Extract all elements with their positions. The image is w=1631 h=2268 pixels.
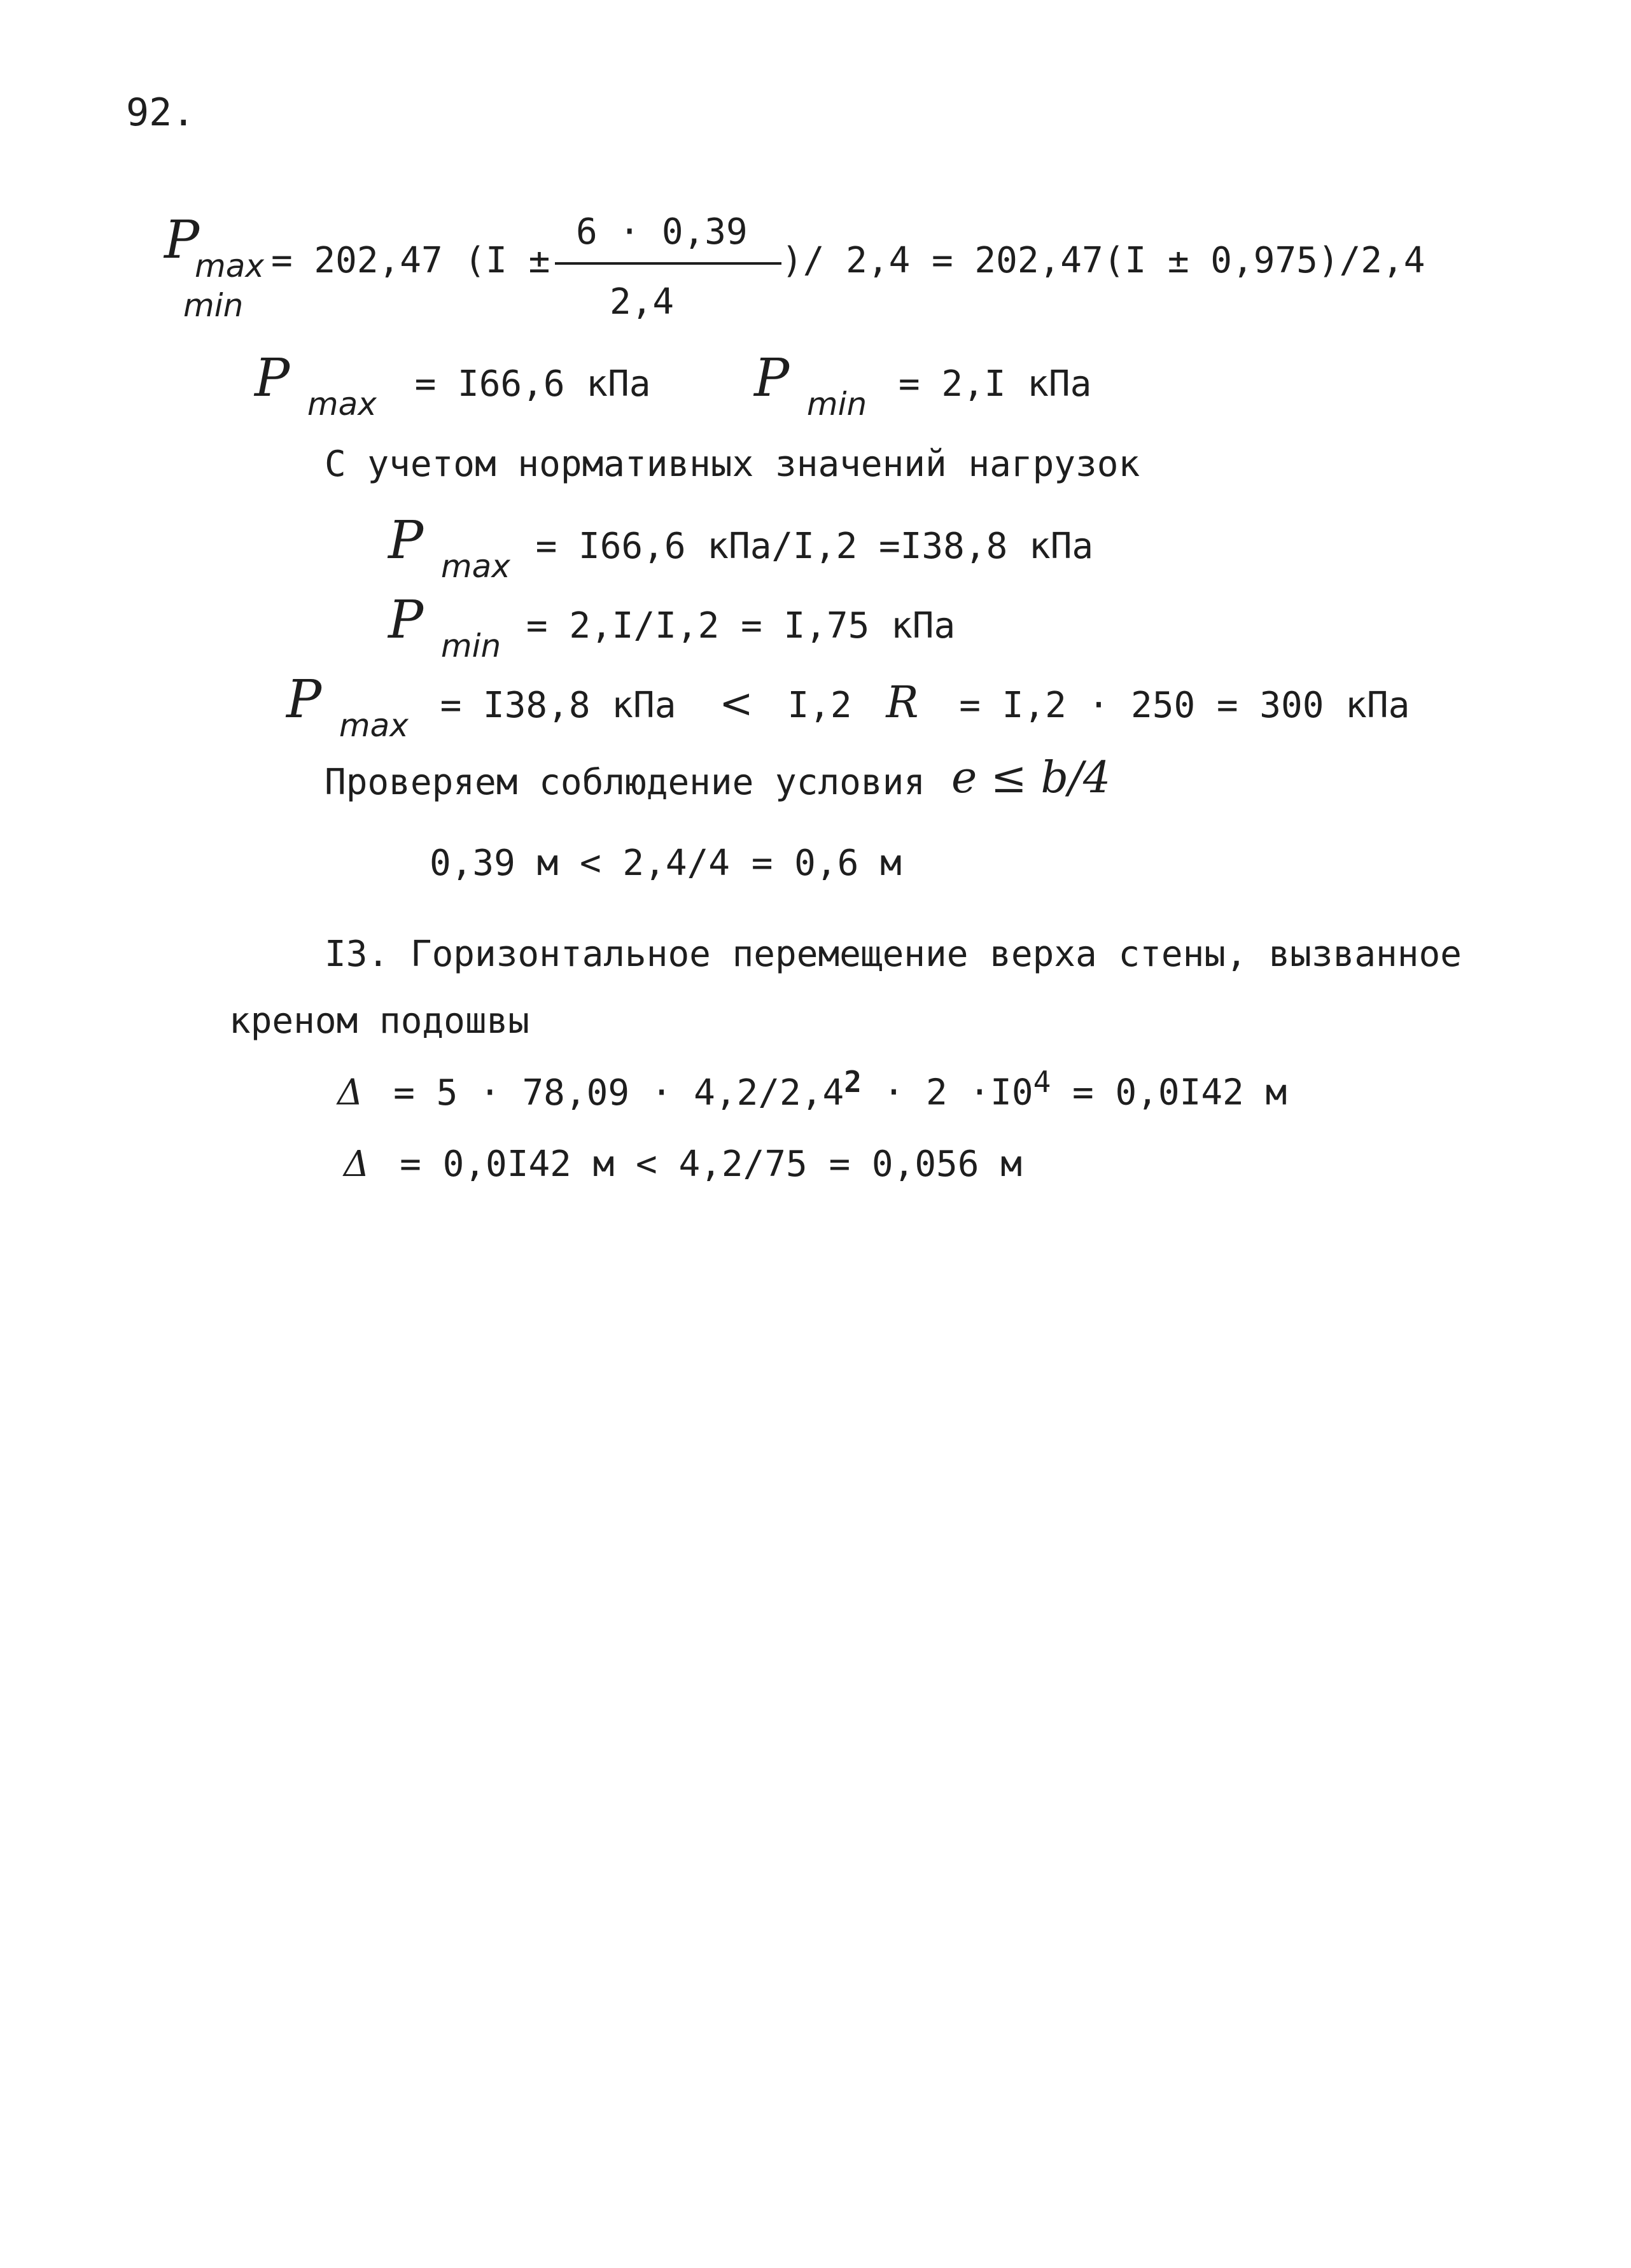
fraction-denominator: 2,4 [610, 281, 675, 323]
delta-main: = 5 · 78,09 · 4,2/2,4 [393, 1072, 844, 1114]
section-13-heading: I3. Горизонтальное перемещение верха стены, вызванное [325, 934, 1462, 975]
exp-4: 4 [1033, 1065, 1051, 1099]
section-13-continuation: креном подошвы [229, 1000, 530, 1042]
sub-max: max [440, 548, 510, 585]
sub-min: min [806, 386, 867, 423]
formula-right: )/ 2,4 = 202,47(I ± 0,975)/2,4 [781, 240, 1425, 281]
sub-min: min [183, 287, 244, 324]
pmin-value: = 2,I кПа [898, 363, 1092, 405]
delta-2-value: = 0,0I42 м < 4,2/75 = 0,056 м [400, 1144, 1022, 1185]
check-values: 0,39 м < 2,4/4 = 0,6 м [430, 843, 902, 884]
sub-max: max [307, 386, 377, 423]
pmin-result [754, 348, 1092, 423]
pmin-normative [388, 590, 956, 664]
delta-formula-2 [344, 1142, 1022, 1187]
fraction-bar [555, 262, 781, 265]
pmax-value: = I66,6 кПа [414, 363, 651, 405]
pmax-check [286, 669, 1410, 744]
page-number: 92. [126, 90, 195, 135]
sub-max: max [195, 248, 264, 284]
r-symbol: R [886, 678, 919, 728]
delta-mid: · 2 ·I0 [861, 1072, 1033, 1114]
p-symbol: P [754, 348, 790, 409]
p-symbol: P [388, 510, 424, 571]
delta-end: = 0,0I42 м [1051, 1072, 1287, 1114]
exp-2: 2 [844, 1065, 862, 1099]
less-than: < [719, 680, 753, 727]
fraction-numerator: 6 · 0,39 [576, 211, 748, 253]
condition-formula: e ≤ b/4 [951, 753, 1111, 803]
delta-formula-1 [337, 1060, 1287, 1116]
pmax-normative [388, 510, 1094, 585]
p-symbol: P [164, 210, 200, 270]
p-symbol: P [388, 590, 424, 650]
p-symbol: P [255, 348, 290, 409]
sub-max: max [339, 707, 409, 744]
text-check: Проверяем соблюдение условия [325, 762, 926, 803]
pmax-normative-value: = I66,6 кПа/I,2 =I38,8 кПа [535, 526, 1094, 567]
pmax-check-right: = I,2 · 250 = 300 кПа [959, 685, 1410, 726]
formula-left: = 202,47 (I ± [271, 240, 550, 281]
sub-min: min [440, 627, 501, 664]
text-normative: С учетом нормативных значений нагрузок [325, 444, 1140, 485]
pmax-result [255, 348, 651, 423]
pmax-check-left: = I38,8 кПа [440, 685, 676, 726]
delta-symbol: Δ [337, 1072, 363, 1114]
pmax-check-mid: I,2 [787, 685, 852, 726]
delta-symbol: Δ [344, 1144, 370, 1185]
pmin-normative-value: = 2,I/I,2 = I,75 кПа [526, 605, 956, 647]
p-symbol: P [286, 669, 322, 730]
